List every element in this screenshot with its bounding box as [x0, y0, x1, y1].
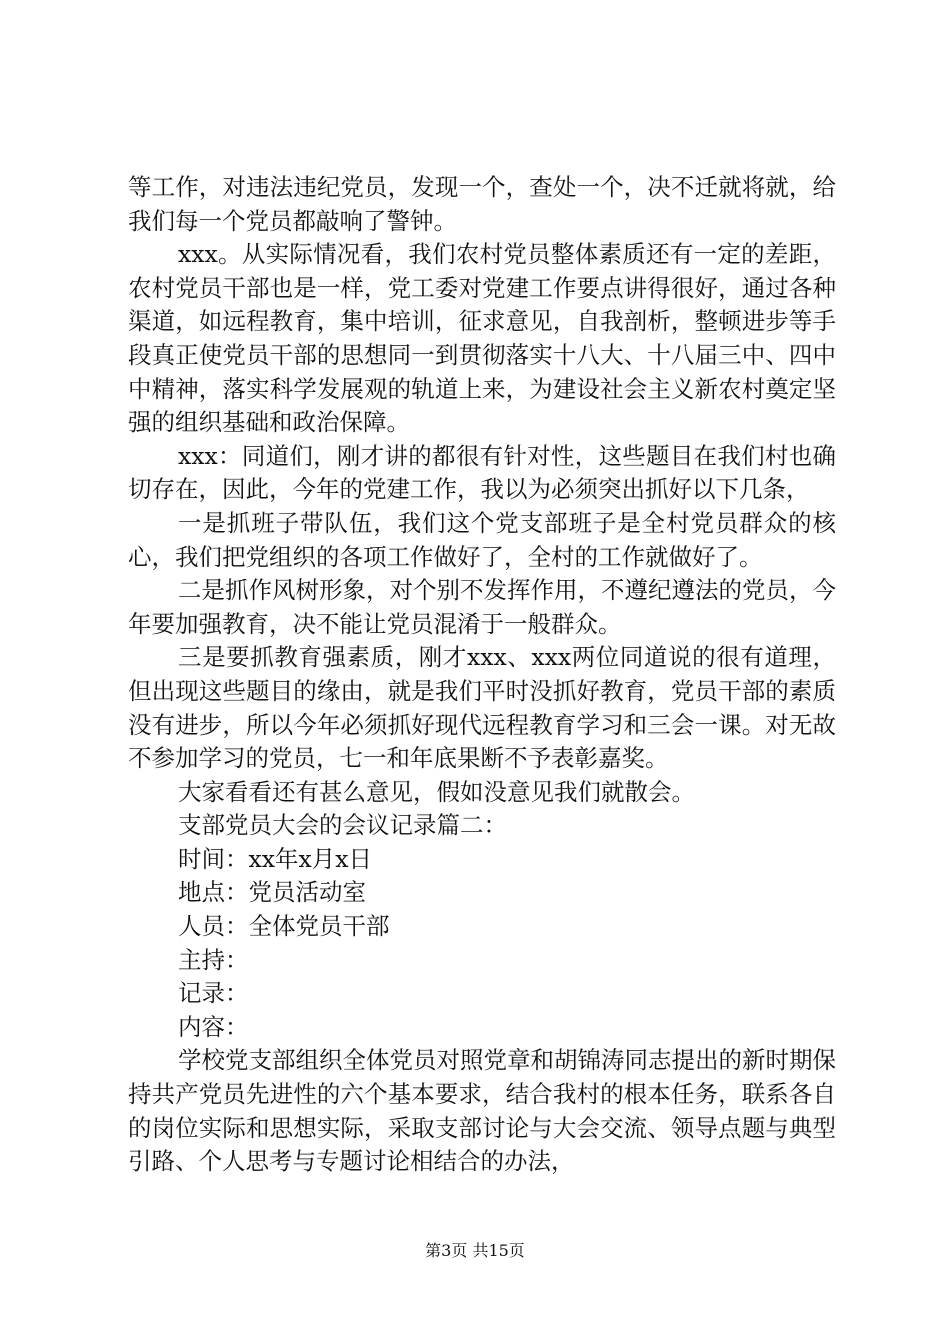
paragraph-8: 支部党员大会的会议记录篇二：	[178, 811, 507, 840]
paragraph-1: 等工作，对违法违纪党员，发现一个，查处一个，决不迁就将就，给我们每一个党员都敲响了警钟。	[128, 173, 836, 235]
paragraph-14: 内容：	[178, 1012, 249, 1041]
document-body	[128, 171, 836, 1179]
paragraph-2: xxx。从实际情况看，我们农村党员整体素质还有一定的差距，农村党员干部也是一样，党工委对党建工作要点讲得很好，通过各种渠道，如远程教育，集中培训，征求意见，自我剖析，整顿进步等手段真正使党员干部的思想同一到贯彻落实十八大、十八届三中、四中中精神，落实科学发展观的轨道上来，为建设社会主义新农村奠定坚强的组织基础和政治保障。	[128, 240, 836, 437]
paragraph-11: 人员：全体党员干部	[178, 912, 390, 941]
paragraph-7: 大家看看还有甚么意见，假如没意见我们就散会。	[178, 777, 695, 806]
paragraph-12: 主持：	[178, 945, 249, 974]
paragraph-9: 时间：xx年x月x日	[178, 844, 373, 873]
paragraph-3: xxx：同道们，刚才讲的都很有针对性，这些题目在我们村也确切存在，因此，今年的党建工作，我以为必须突出抓好以下几条，	[128, 441, 836, 504]
paragraph-5: 二是抓作风树形象，对个别不发挥作用，不遵纪遵法的党员，今年要加强教育，决不能让党员混淆于一般群众。	[128, 576, 836, 638]
paragraph-4: 一是抓班子带队伍，我们这个党支部班子是全村党员群众的核心，我们把党组织的各项工作做好了，全村的工作就做好了。	[128, 508, 836, 571]
paragraph-6: 三是要抓教育强素质，刚才xxx、xxx两位同道说的很有道理，但出现这些题目的缘由，就是我们平时没抓好教育，党员干部的素质没有进步，所以今年必须抓好现代远程教育学习和三会一课。对无故不参加学习的党员，七一和年底果断不予表彰嘉奖。	[128, 643, 836, 773]
page-footer: 第3页 共15页	[425, 1241, 525, 1260]
paragraph-15: 学校党支部组织全体党员对照党章和胡锦涛同志提出的新时期保持共产党员先进性的六个基本要求，结合我村的根本任务，联系各自的岗位实际和思想实际，采取支部讨论与大会交流、领导点题与典型引路、个人思考与专题讨论相结合的办法，	[128, 1046, 836, 1176]
paragraph-10: 地点：党员活动室	[178, 878, 366, 907]
paragraph-13: 记录：	[178, 979, 249, 1008]
